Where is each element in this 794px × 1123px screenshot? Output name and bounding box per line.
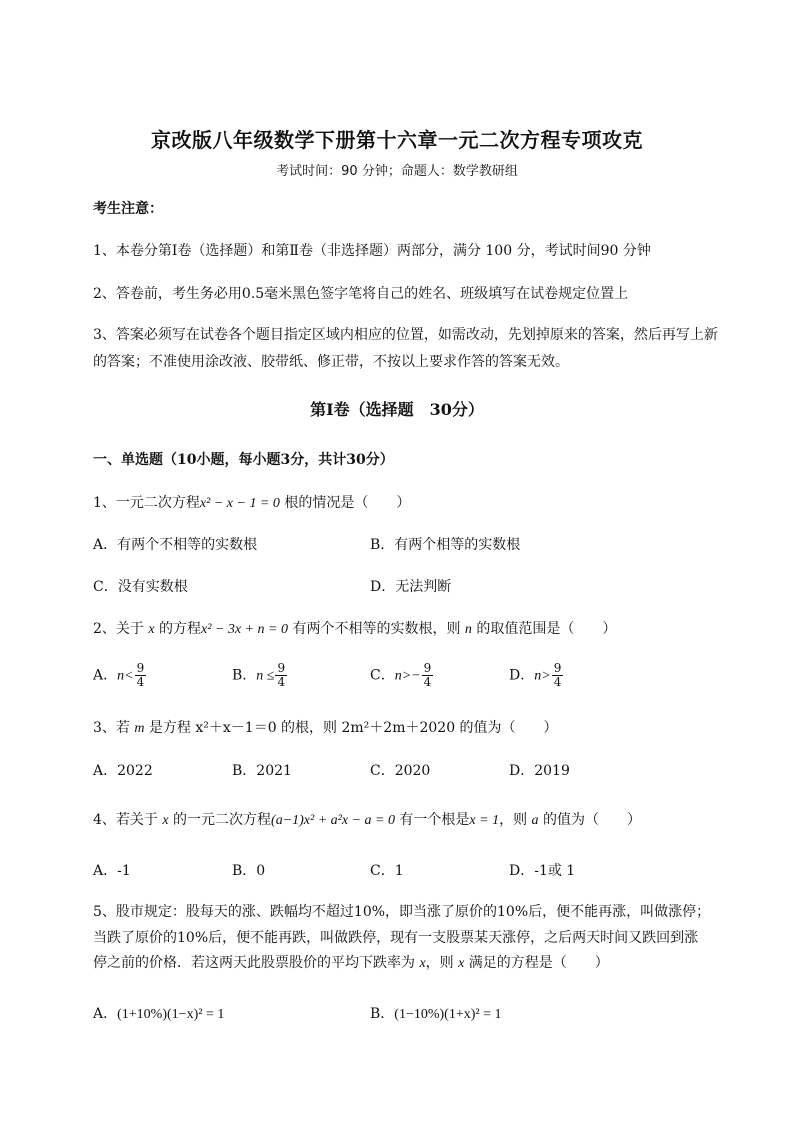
q4-text-mid3: ，则	[499, 812, 532, 828]
q5-text-pre: 停之前的价格．若这两天此股票股价的平均下跌率为	[93, 955, 420, 971]
q2-c-label: C．	[370, 667, 395, 684]
q1-option-d[interactable]: D．无法判断	[370, 579, 452, 595]
q5-var-x2: x	[458, 956, 465, 971]
q2-b-numerator: 9	[277, 661, 286, 675]
q1-option-b[interactable]: B．有两个相等的实数根	[370, 537, 521, 553]
q2-var-x: x	[148, 622, 155, 637]
q4-option-c[interactable]: C．1	[370, 863, 404, 879]
notice-heading: 考生注意：	[93, 201, 163, 217]
q4-var-x: x	[162, 813, 169, 828]
q3-option-c[interactable]: C．2020	[370, 763, 431, 779]
q5-a-label: A．	[93, 1006, 118, 1022]
q5-a-equation: (1+10%)(1−x)² = 1	[117, 1007, 225, 1022]
q5-option-b[interactable]	[370, 1006, 502, 1023]
q1-equation: x² − x − 1 = 0	[199, 496, 280, 511]
q5-b-label: B．	[370, 1006, 395, 1022]
q2-b-label: B．	[232, 667, 257, 684]
q4-var-a: a	[531, 813, 539, 828]
q2-a-relation: n<	[117, 668, 134, 684]
q3-var-m: m	[134, 721, 145, 736]
q2-b-denominator: 4	[277, 675, 286, 689]
question-5-line-3	[93, 955, 609, 972]
part-title: 一、单选题（10小题，每小题3分，共计30分）	[93, 452, 394, 468]
q2-d-numerator: 9	[553, 661, 562, 675]
q5-option-a[interactable]	[93, 1006, 224, 1023]
q2-text-mid2: 有两个不相等的实数根，则	[288, 621, 465, 637]
notice-item-3: 3、答案必须写在试卷各个题目指定区域内相应的位置，如需改动，先划掉原来的答案，然后再写上新	[93, 327, 718, 343]
question-5-line-2: 当跌了原价的10%后，便不能再跌，叫做跌停，现有一支股票某天涨停，之后两天时间又跌回到涨	[93, 930, 699, 946]
q2-var-n: n	[464, 622, 472, 637]
q3-text-mid: 是方程 x²＋x－1＝0 的根，则 2m²＋2m＋2020 的值为（ ）	[144, 720, 558, 736]
q4-text-mid2: 有一个根是	[394, 812, 470, 828]
q4-option-a[interactable]: A．-1	[93, 863, 131, 879]
q2-a-label: A．	[93, 667, 118, 684]
q4-text-post: 的值为（ ）	[538, 812, 641, 828]
q3-option-a[interactable]: A．2022	[93, 763, 153, 779]
q4-equation: (a−1)x² + a²x − a = 0	[271, 813, 395, 828]
question-4	[93, 812, 641, 829]
q2-text-post: 的取值范围是（ ）	[471, 621, 617, 637]
notice-item-1: 1、本卷分第Ⅰ卷（选择题）和第Ⅱ卷（非选择题）两部分，满分 100 分，考试时间90 分钟	[93, 243, 651, 259]
q2-c-numerator: 9	[423, 661, 432, 675]
q2-a-fraction	[135, 662, 147, 689]
q2-d-fraction	[552, 662, 564, 689]
q1-option-c[interactable]: C．没有实数根	[93, 579, 188, 595]
q2-option-b[interactable]	[232, 662, 287, 689]
q5-text-mid: ，则	[425, 955, 459, 971]
q2-option-c[interactable]	[370, 662, 433, 689]
q3-option-b[interactable]: B．2021	[232, 763, 292, 779]
q4-root: x = 1	[469, 813, 500, 828]
q2-d-label: D．	[509, 667, 535, 684]
question-2	[93, 621, 616, 638]
q2-text-mid: 的方程	[154, 621, 202, 637]
q1-option-a[interactable]: A．有两个不相等的实数根	[93, 537, 258, 553]
page-title: 京改版八年级数学下册第十六章一元二次方程专项攻克	[151, 128, 643, 152]
q2-b-relation: n ≤	[256, 668, 275, 684]
q3-option-d[interactable]: D．2019	[509, 763, 570, 779]
q2-d-denominator: 4	[553, 675, 562, 689]
q2-equation: x² − 3x + n = 0	[201, 622, 288, 637]
q4-option-b[interactable]: B．0	[232, 863, 266, 879]
q2-c-denominator: 4	[423, 675, 432, 689]
q2-option-a[interactable]	[93, 662, 146, 689]
question-3	[93, 720, 558, 737]
q5-var-x: x	[419, 956, 426, 971]
q2-b-fraction	[275, 662, 287, 689]
notice-item-2: 2、答卷前，考生务必用0.5毫米黑色签字笔将自己的姓名、班级填写在试卷规定位置上	[93, 286, 629, 302]
section-title: 第Ⅰ卷（选择题 30分）	[310, 400, 484, 419]
q4-option-d[interactable]: D．-1或 1	[509, 863, 576, 879]
page-subtitle: 考试时间：90 分钟；命题人：数学教研组	[276, 164, 518, 179]
q1-text-pre: 1、一元二次方程	[93, 495, 200, 511]
q2-a-denominator: 4	[136, 675, 145, 689]
q5-b-equation: (1−10%)(1+x)² = 1	[394, 1007, 502, 1022]
q4-text-mid: 的一元二次方程	[168, 812, 272, 828]
q1-text-post: 根的情况是（ ）	[279, 495, 411, 511]
q2-option-d[interactable]	[509, 662, 563, 689]
q4-text-pre: 4、若关于	[93, 812, 163, 828]
q2-text-pre: 2、关于	[93, 621, 149, 637]
q2-c-relation: n>−	[394, 668, 421, 684]
notice-item-3-cont: 的答案；不准使用涂改液、胶带纸、修正带，不按以上要求作答的答案无效。	[93, 354, 569, 370]
q2-c-fraction	[422, 662, 434, 689]
q5-text-post: 满足的方程是（ ）	[464, 955, 609, 971]
question-1	[93, 495, 410, 512]
q2-a-numerator: 9	[136, 661, 145, 675]
question-5-line-1: 5、股市规定：股每天的涨、跌幅均不超过10%，即当涨了原价的10%后，便不能再涨，叫做涨停；	[93, 904, 711, 920]
q3-text-pre: 3、若	[93, 720, 135, 736]
q2-d-relation: n>	[534, 668, 551, 684]
